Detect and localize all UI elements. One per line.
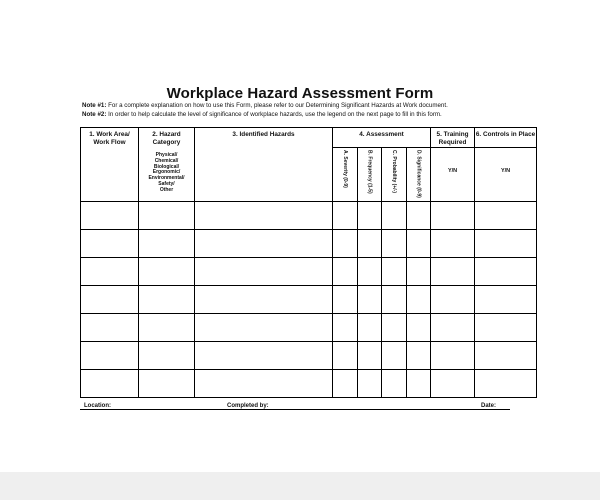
entry-cell[interactable] bbox=[431, 314, 475, 342]
entry-cell[interactable] bbox=[382, 258, 407, 286]
entry-cell[interactable] bbox=[358, 258, 382, 286]
entry-cell[interactable] bbox=[195, 342, 333, 370]
entry-cell[interactable] bbox=[195, 314, 333, 342]
entry-cell[interactable] bbox=[431, 202, 475, 230]
entry-cell[interactable] bbox=[475, 370, 537, 398]
form-title: Workplace Hazard Assessment Form bbox=[166, 85, 434, 102]
table-row bbox=[81, 230, 537, 258]
entry-cell[interactable] bbox=[195, 286, 333, 314]
entry-cell[interactable] bbox=[81, 314, 139, 342]
date-label: Date: bbox=[481, 403, 497, 409]
entry-cell[interactable] bbox=[81, 370, 139, 398]
entry-cell[interactable] bbox=[407, 314, 431, 342]
entry-cell[interactable] bbox=[382, 286, 407, 314]
location-label: Location: bbox=[84, 403, 111, 409]
entry-cell[interactable] bbox=[407, 202, 431, 230]
controls-yn: Y/N bbox=[475, 148, 537, 202]
entry-cell[interactable] bbox=[431, 370, 475, 398]
entry-cell[interactable] bbox=[431, 342, 475, 370]
entry-cell[interactable] bbox=[407, 258, 431, 286]
entry-cell[interactable] bbox=[475, 202, 537, 230]
entry-cell[interactable] bbox=[382, 342, 407, 370]
entry-cell[interactable] bbox=[382, 370, 407, 398]
entry-cell[interactable] bbox=[475, 286, 537, 314]
significance-subheader: D. Significance (0-9) bbox=[407, 148, 431, 202]
entry-cell[interactable] bbox=[475, 258, 537, 286]
entry-cell[interactable] bbox=[475, 342, 537, 370]
table-row bbox=[81, 258, 537, 286]
entry-cell[interactable] bbox=[358, 314, 382, 342]
entry-cell[interactable] bbox=[333, 314, 358, 342]
entry-cell[interactable] bbox=[358, 230, 382, 258]
hazard-category-list: Physical/ Chemical/ Biological/ Ergonomic/ Environmental/ Safety/ Other bbox=[148, 152, 185, 193]
assessment-header: 4. Assessment bbox=[333, 128, 431, 148]
training-yn: Y/N bbox=[431, 148, 475, 202]
entry-cell[interactable] bbox=[139, 370, 195, 398]
entry-cell[interactable] bbox=[195, 202, 333, 230]
note-2-label: Note #2: bbox=[82, 111, 107, 118]
entry-cell[interactable] bbox=[382, 314, 407, 342]
entry-cell[interactable] bbox=[81, 286, 139, 314]
entry-cell[interactable] bbox=[358, 286, 382, 314]
entry-cell[interactable] bbox=[333, 230, 358, 258]
entry-cell[interactable] bbox=[358, 370, 382, 398]
entry-cell[interactable] bbox=[139, 314, 195, 342]
note-1-label: Note #1: bbox=[82, 102, 107, 109]
entry-cell[interactable] bbox=[139, 258, 195, 286]
entry-cell[interactable] bbox=[382, 230, 407, 258]
entry-cell[interactable] bbox=[81, 230, 139, 258]
identified-hazards-header: 3. Identified Hazards bbox=[195, 128, 333, 202]
entry-cell[interactable] bbox=[333, 286, 358, 314]
entry-cell[interactable] bbox=[407, 230, 431, 258]
entry-cell[interactable] bbox=[407, 342, 431, 370]
entry-cell[interactable] bbox=[139, 230, 195, 258]
entry-cell[interactable] bbox=[333, 258, 358, 286]
table-row bbox=[81, 202, 537, 230]
probability-subheader: C. Probability (+/-) bbox=[382, 148, 407, 202]
entry-cell[interactable] bbox=[195, 230, 333, 258]
hazard-assessment-table bbox=[80, 127, 537, 398]
table-row bbox=[81, 370, 537, 398]
entry-cell[interactable] bbox=[333, 370, 358, 398]
completed-by-label: Completed by: bbox=[227, 403, 269, 409]
note-2-text: In order to help calculate the level of significance of workplace hazards, use the legend on the next page to fill in this form. bbox=[106, 111, 442, 118]
entry-cell[interactable] bbox=[358, 342, 382, 370]
entry-cell[interactable] bbox=[333, 342, 358, 370]
header-row-top bbox=[81, 128, 537, 148]
entry-cell[interactable] bbox=[407, 286, 431, 314]
table-row bbox=[81, 314, 537, 342]
entry-cell[interactable] bbox=[475, 230, 537, 258]
note-2 bbox=[82, 111, 442, 118]
entry-cell[interactable] bbox=[431, 258, 475, 286]
footer-divider bbox=[80, 409, 510, 410]
training-required-header: 5. Training Required bbox=[431, 128, 475, 148]
entry-cell[interactable] bbox=[81, 342, 139, 370]
entry-cell[interactable] bbox=[431, 230, 475, 258]
note-1-text: For a complete explanation on how to use this Form, please refer to our Determining Significant Hazards at Work document. bbox=[106, 102, 448, 109]
entry-cell[interactable] bbox=[139, 202, 195, 230]
entry-cell[interactable] bbox=[382, 202, 407, 230]
entry-cell[interactable] bbox=[139, 342, 195, 370]
page-bottom-band bbox=[0, 472, 600, 500]
table-row bbox=[81, 342, 537, 370]
entry-cell[interactable] bbox=[139, 286, 195, 314]
hazard-category-header: 2. Hazard Category Physical/ Chemical/ Biological/ Ergonomic/ Environmental/ Safety/ Other bbox=[139, 128, 195, 202]
note-1 bbox=[82, 102, 448, 109]
table-row bbox=[81, 286, 537, 314]
frequency-subheader: B. Frequency (1-5) bbox=[358, 148, 382, 202]
entry-cell[interactable] bbox=[358, 202, 382, 230]
entry-cell[interactable] bbox=[333, 202, 358, 230]
entry-cell[interactable] bbox=[81, 258, 139, 286]
entry-cell[interactable] bbox=[195, 258, 333, 286]
entry-cell[interactable] bbox=[431, 286, 475, 314]
entry-cell[interactable] bbox=[195, 370, 333, 398]
work-area-header: 1. Work Area/ Work Flow bbox=[81, 128, 139, 202]
entry-cell[interactable] bbox=[407, 370, 431, 398]
controls-in-place-header: 6. Controls in Place bbox=[475, 128, 537, 148]
entry-cell[interactable] bbox=[475, 314, 537, 342]
severity-subheader: A. Severity (0-9) bbox=[333, 148, 358, 202]
entry-cell[interactable] bbox=[81, 202, 139, 230]
